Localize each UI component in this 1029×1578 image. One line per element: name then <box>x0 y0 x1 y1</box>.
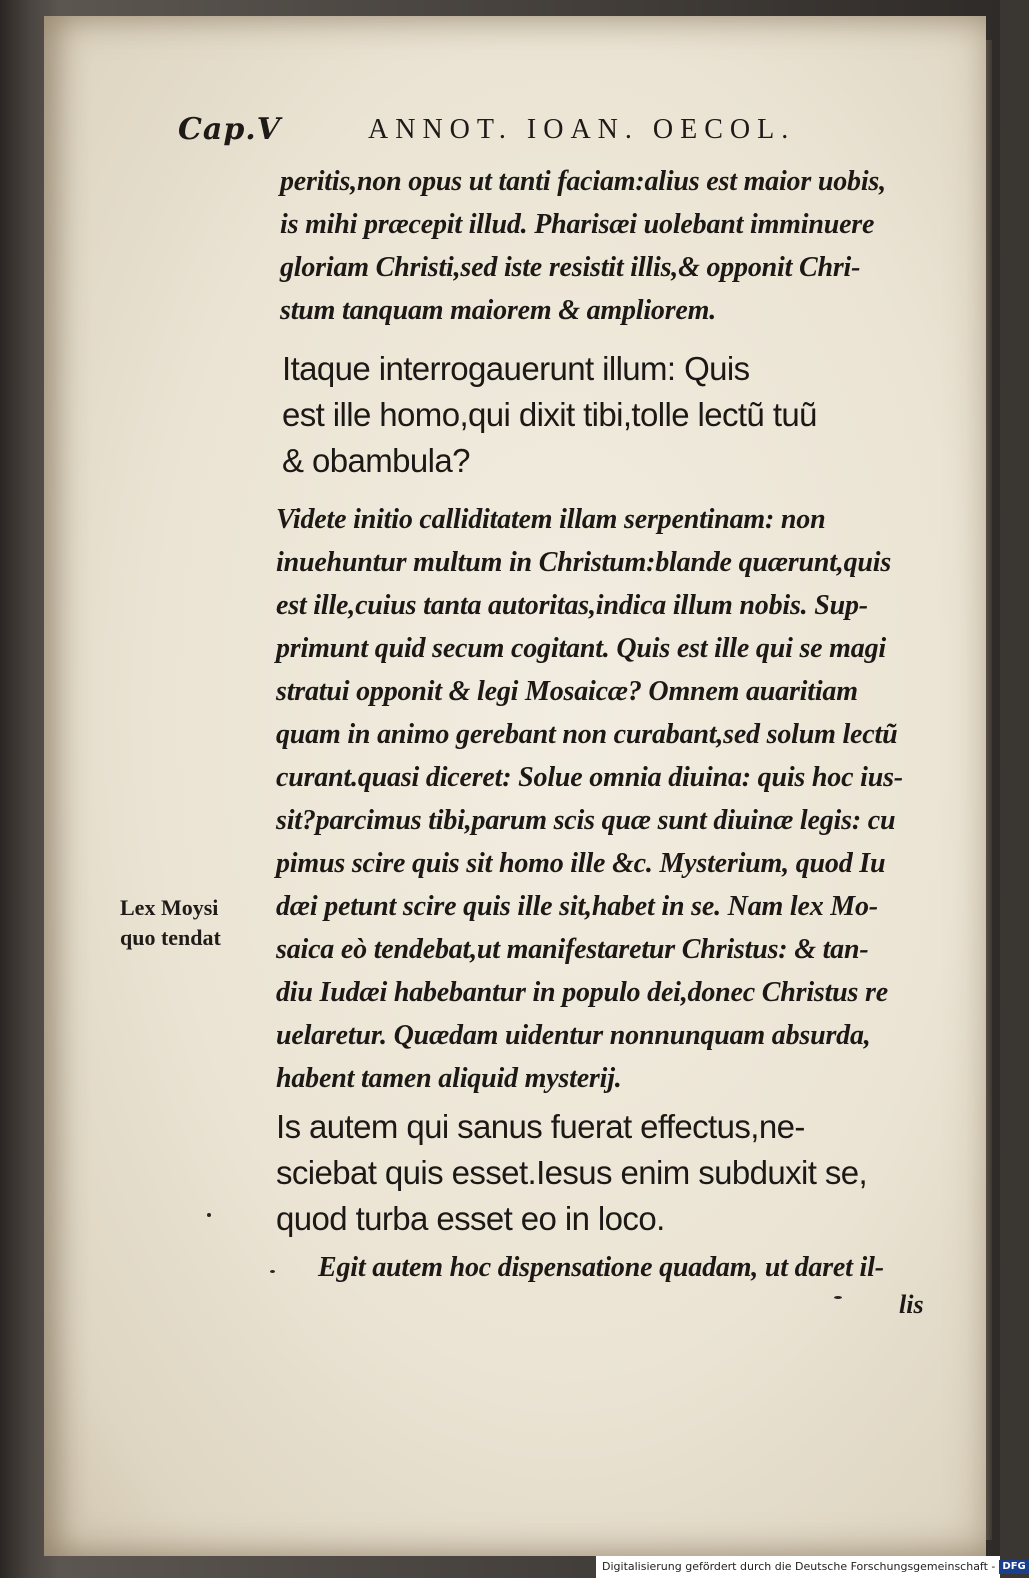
scripture-block-2 <box>276 1104 867 1242</box>
scripture-line: Itaque interrogauerunt illum: Quis <box>282 350 750 387</box>
footer-text: Digitalisierung gefördert durch die Deutsche Forschungsgemeinschaft - <box>602 1560 996 1573</box>
commentary-line: stratui opponit & legi Mosaicæ? Omnem auaritiam <box>276 676 858 707</box>
ink-speck <box>834 1296 842 1299</box>
page-header <box>178 112 898 152</box>
dfg-logo: DFG <box>999 1560 1028 1574</box>
commentary-line: dæi petunt scire quis ille sit,habet in se. Nam lex Mo- <box>276 891 878 922</box>
scripture-line: est ille homo,qui dixit tibi,tolle lectũ tuũ <box>282 396 817 433</box>
commentary-line: uelaretur. Quædam uidentur nonnunquam absurda, <box>276 1020 871 1051</box>
marginal-note-line: Lex Moysi <box>120 895 219 920</box>
commentary-block-1 <box>280 160 886 332</box>
chapter-label: Cap.V <box>178 112 282 147</box>
commentary-block-3 <box>318 1246 884 1289</box>
marginal-note-line: quo tendat <box>120 925 221 950</box>
commentary-line: sit?parcimus tibi,parum scis quæ sunt diuinæ legis: cu <box>276 805 896 836</box>
commentary-line: pimus scire quis sit homo ille &c. Mysterium, quod Iu <box>276 848 886 879</box>
scripture-line: sciebat quis esset.Iesus enim subduxit se, <box>276 1154 868 1191</box>
running-title: ANNOT. IOAN. OECOL. <box>368 114 796 145</box>
scripture-block-1 <box>282 346 817 484</box>
commentary-line: peritis,non opus ut tanti faciam:alius est maior uobis, <box>280 166 886 197</box>
scripture-line: quod turba esset eo in loco. <box>276 1200 665 1237</box>
commentary-line: stum tanquam maiorem & ampliorem. <box>280 295 717 326</box>
scripture-line: & obambula? <box>282 442 470 479</box>
commentary-line: Videte initio calliditatem illam serpentinam: non <box>276 504 826 535</box>
ink-speck <box>207 1213 211 1217</box>
commentary-line: diu Iudæi habebantur in populo dei,donec Christus re <box>276 977 888 1008</box>
commentary-line: habent tamen aliquid mysterij. <box>276 1063 622 1094</box>
commentary-line: saica eò tendebat,ut manifestaretur Christus: & tan- <box>276 934 869 965</box>
commentary-line: Egit autem hoc dispensatione quadam, ut daret il- <box>318 1252 884 1283</box>
commentary-line: is mihi præcepit illud. Pharisæi uolebant imminuere <box>280 209 875 240</box>
commentary-line: curant.quasi diceret: Solue omnia diuina: quis hoc ius- <box>276 762 903 793</box>
commentary-line: primunt quid secum cogitant. Quis est ille qui se magi <box>276 633 886 664</box>
commentary-line: inuehuntur multum in Christum:blande quærunt,quis <box>276 547 892 578</box>
marginal-note <box>120 893 270 953</box>
commentary-line: quam in animo gerebant non curabant,sed solum lectũ <box>276 719 898 750</box>
commentary-line: est ille,cuius tanta autoritas,indica illum nobis. Sup- <box>276 590 868 621</box>
scripture-line: Is autem qui sanus fuerat effectus,ne- <box>276 1108 805 1145</box>
commentary-line: gloriam Christi,sed iste resistit illis,& opponit Chri- <box>280 252 861 283</box>
digitization-footer <box>596 1556 1026 1578</box>
catchword: lis <box>899 1290 924 1319</box>
ink-speck <box>270 1270 275 1273</box>
commentary-block-2 <box>276 498 903 1100</box>
